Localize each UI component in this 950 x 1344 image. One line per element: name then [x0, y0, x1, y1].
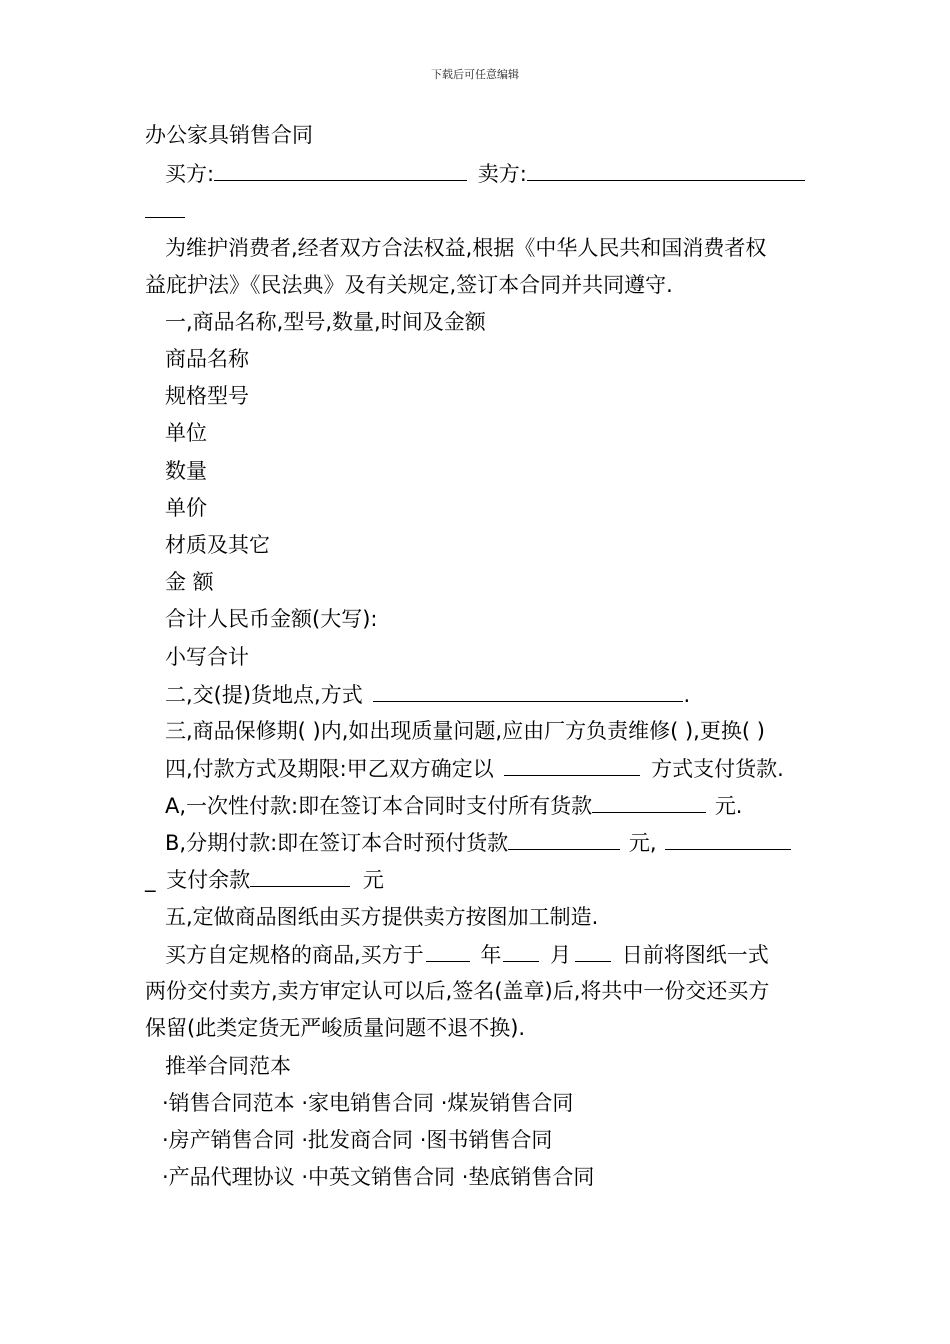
- seller-label: 卖方:: [477, 162, 527, 186]
- item-total-lowercase: 小写合计: [165, 645, 249, 669]
- buyer-blank: [214, 160, 467, 181]
- section1-heading: 一,商品名称,型号,数量,时间及金额: [165, 310, 486, 334]
- seller-blank-continued: [145, 197, 185, 224]
- payment-option-b-continued: _ 支付余款 元: [145, 868, 384, 892]
- delivery-blank: [373, 681, 683, 702]
- day-blank: [575, 941, 611, 962]
- section3-line: 三,商品保修期( )内,如出现质量问题,应由厂方负责维修( ),更换( ): [165, 719, 765, 743]
- payment-option-b: B,分期付款:即在签订本合时预付货款 元,: [165, 829, 791, 856]
- recommend-row-1[interactable]: ·销售合同范本 ·家电销售合同 ·煤炭销售合同: [162, 1091, 574, 1115]
- intro-line-2: 益庇护法》《民法典》及有关规定,签订本合同并共同遵守.: [145, 273, 673, 297]
- recommend-row-3[interactable]: ·产品代理协议 ·中英文销售合同 ·垫底销售合同: [162, 1165, 595, 1189]
- item-quantity: 数量: [165, 459, 207, 483]
- intro-line-1: 为维护消费者,经者双方合法权益,根据《中华人民共和国消费者权: [165, 236, 767, 260]
- section5-para-line-1: 买方自定规格的商品,买方于 年 月 日前将图纸一式: [165, 943, 769, 967]
- balance-condition-blank: [665, 829, 791, 850]
- recommend-heading: 推举合同范本: [165, 1054, 291, 1078]
- section5-para-line-3: 保留(此类定货无严峻质量问题不退不换).: [145, 1016, 526, 1040]
- section5-para-line-2: 两份交付卖方,卖方审定认可以后,签名(盖章)后,将共中一份交还买方: [145, 979, 770, 1003]
- item-product-name: 商品名称: [165, 347, 249, 371]
- section4-line: 四,付款方式及期限:甲乙双方确定以 方式支付货款.: [165, 757, 784, 781]
- seller-blank: [527, 160, 805, 181]
- item-amount: 金 额: [165, 570, 214, 594]
- year-blank: [426, 941, 470, 962]
- item-unit-price: 单价: [165, 496, 207, 520]
- page-header: 下载后可任意编辑: [431, 68, 519, 81]
- item-total-uppercase: 合计人民币金额(大写):: [165, 607, 378, 631]
- document-title: 办公家具销售合同: [145, 123, 313, 147]
- item-unit: 单位: [165, 421, 207, 445]
- item-spec-model: 规格型号: [165, 384, 249, 408]
- buyer-label: 买方:: [165, 162, 215, 186]
- item-material: 材质及其它: [165, 533, 270, 557]
- parties-line: [165, 160, 805, 187]
- section5-heading: 五,定做商品图纸由买方提供卖方按图加工制造.: [165, 905, 599, 929]
- month-blank: [503, 941, 539, 962]
- recommend-row-2[interactable]: ·房产销售合同 ·批发商合同 ·图书销售合同: [162, 1128, 553, 1152]
- section2-line: 二,交(提)货地点,方式 .: [165, 683, 691, 707]
- payment-method-blank: [504, 755, 640, 776]
- prepayment-blank: [508, 829, 620, 850]
- full-payment-blank: [592, 792, 706, 813]
- balance-blank: [250, 866, 350, 887]
- payment-option-a: A,一次性付款:即在签订本合同时支付所有货款 元.: [165, 794, 743, 818]
